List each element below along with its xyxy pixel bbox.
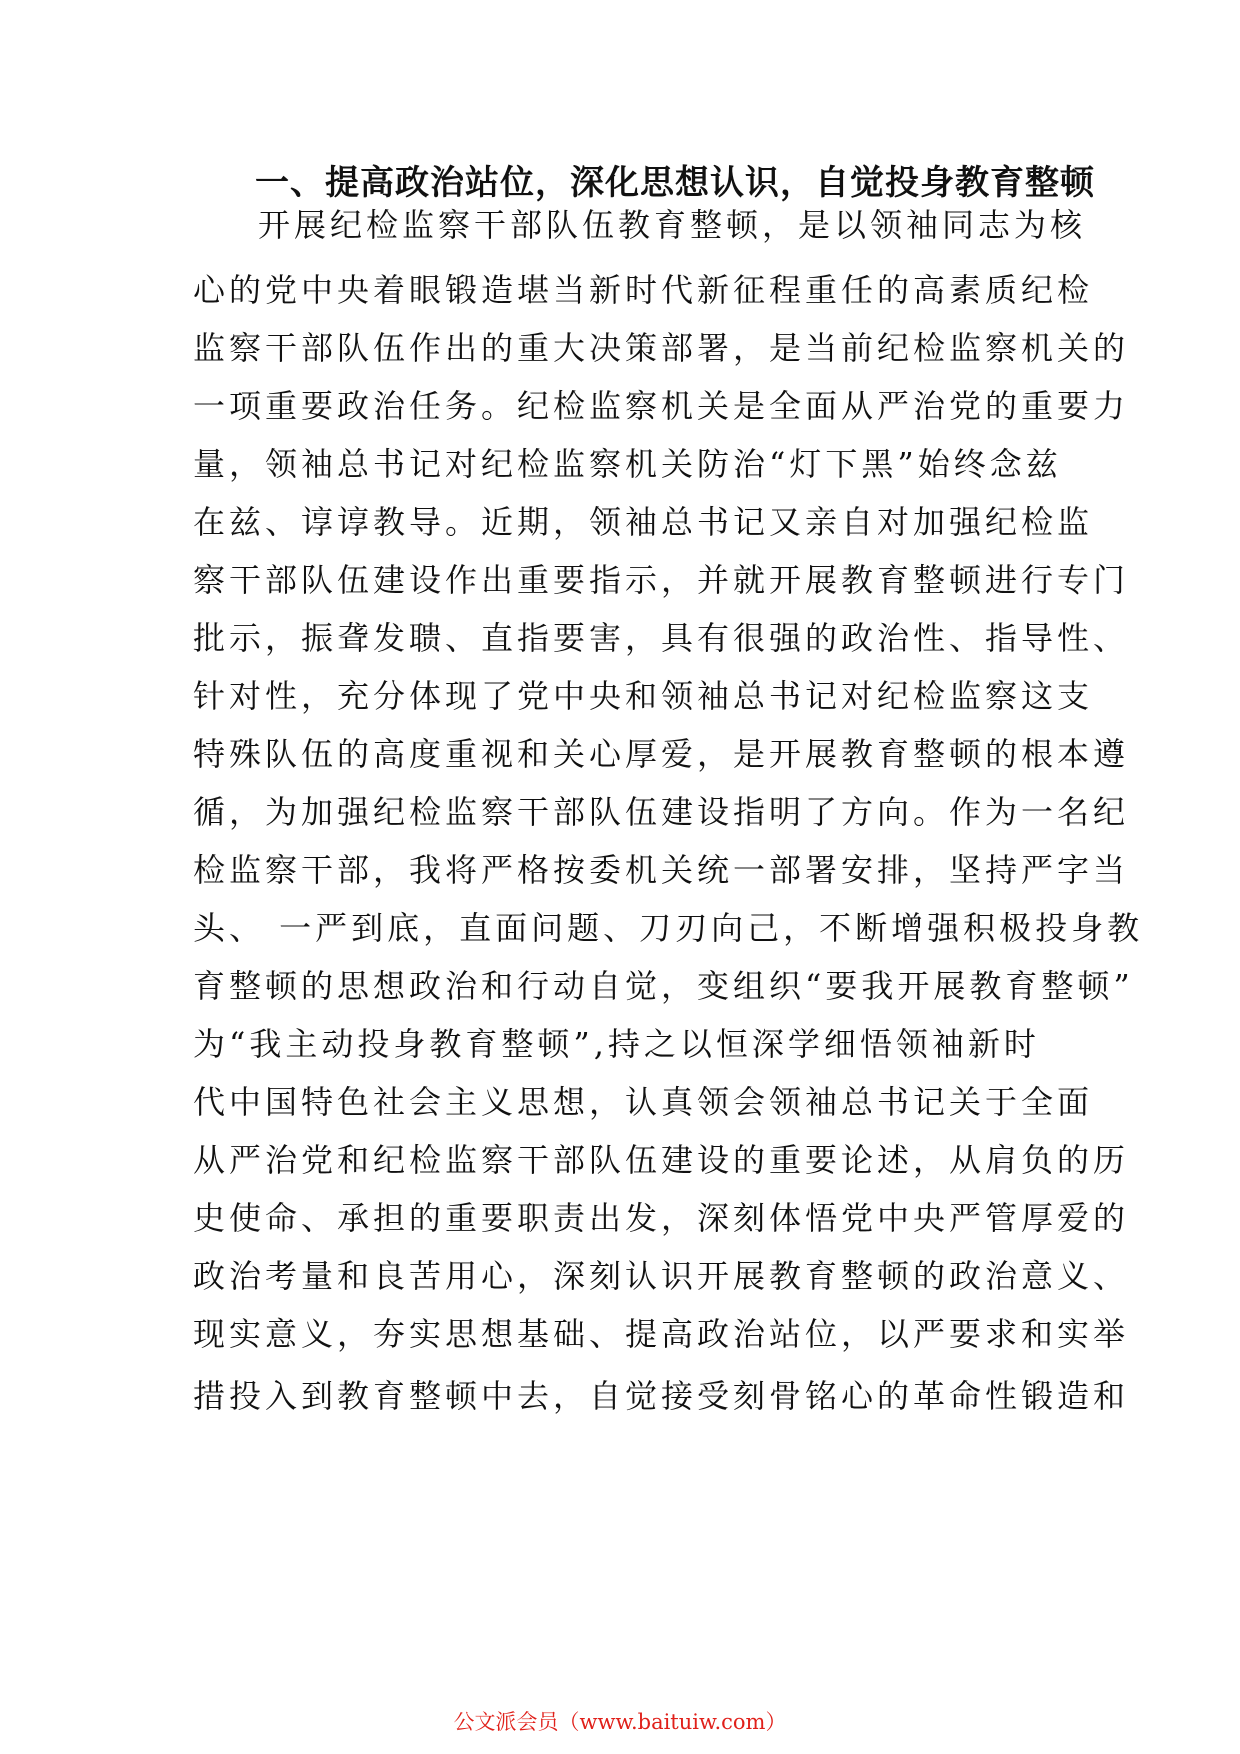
- paragraph-line: 现实意义，夯实思想基础、提高政治站位，以严要求和实举: [193, 1315, 1130, 1353]
- section-heading: 一、提高政治站位，深化思想认识，自觉投身教育整顿: [255, 163, 1095, 203]
- paragraph-line: 特殊队伍的高度重视和关心厚爱，是开展教育整顿的根本遵: [193, 735, 1130, 773]
- paragraph-line: 头、 一严到底，直面问题、刀刃向己，不断增强积极投身教: [193, 909, 1144, 947]
- paragraph-line: 监察干部队伍作出的重大决策部署，是当前纪检监察机关的: [193, 329, 1130, 367]
- paragraph-line: 心的党中央着眼锻造堪当新时代新征程重任的高素质纪检: [193, 271, 1094, 309]
- paragraph-line: 在兹、谆谆教导。近期，领袖总书记又亲自对加强纪检监: [193, 503, 1094, 541]
- paragraph-line: 从严治党和纪检监察干部队伍建设的重要论述，从肩负的历: [193, 1141, 1130, 1179]
- footer-watermark-text: 公文派会员（www.baituiw.com）: [453, 1710, 787, 1734]
- paragraph-line: 史使命、承担的重要职责出发，深刻体悟党中央严管厚爱的: [193, 1199, 1130, 1237]
- paragraph-line: 为“我主动投身教育整顿”,持之以恒深学细悟领袖新时: [193, 1025, 1040, 1063]
- paragraph-line: 循，为加强纪检监察干部队伍建设指明了方向。作为一名纪: [193, 793, 1130, 831]
- paragraph-line: 量，领袖总书记对纪检监察机关防治“灯下黑”始终念兹: [193, 445, 1062, 483]
- paragraph-line: 批示，振聋发聩、直指要害，具有很强的政治性、指导性、: [193, 619, 1130, 657]
- paragraph-line: 察干部队伍建设作出重要指示，并就开展教育整顿进行专门: [193, 561, 1130, 599]
- paragraph-line: 开展纪检监察干部队伍教育整顿，是以领袖同志为核: [258, 206, 1087, 244]
- paragraph-line: 检监察干部，我将严格按委机关统一部署安排，坚持严字当: [193, 851, 1130, 889]
- paragraph-line: 针对性，充分体现了党中央和领袖总书记对纪检监察这支: [193, 677, 1094, 715]
- paragraph-line: 代中国特色社会主义思想，认真领会领袖总书记关于全面: [193, 1083, 1094, 1121]
- paragraph-line: 政治考量和良苦用心，深刻认识开展教育整顿的政治意义、: [193, 1257, 1130, 1295]
- paragraph-line: 育整顿的思想政治和行动自觉，变组织“要我开展教育整顿”: [193, 967, 1134, 1005]
- paragraph-line: 措投入到教育整顿中去，自觉接受刻骨铭心的革命性锻造和: [193, 1377, 1130, 1415]
- paragraph-line: 一项重要政治任务。纪检监察机关是全面从严治党的重要力: [193, 387, 1130, 425]
